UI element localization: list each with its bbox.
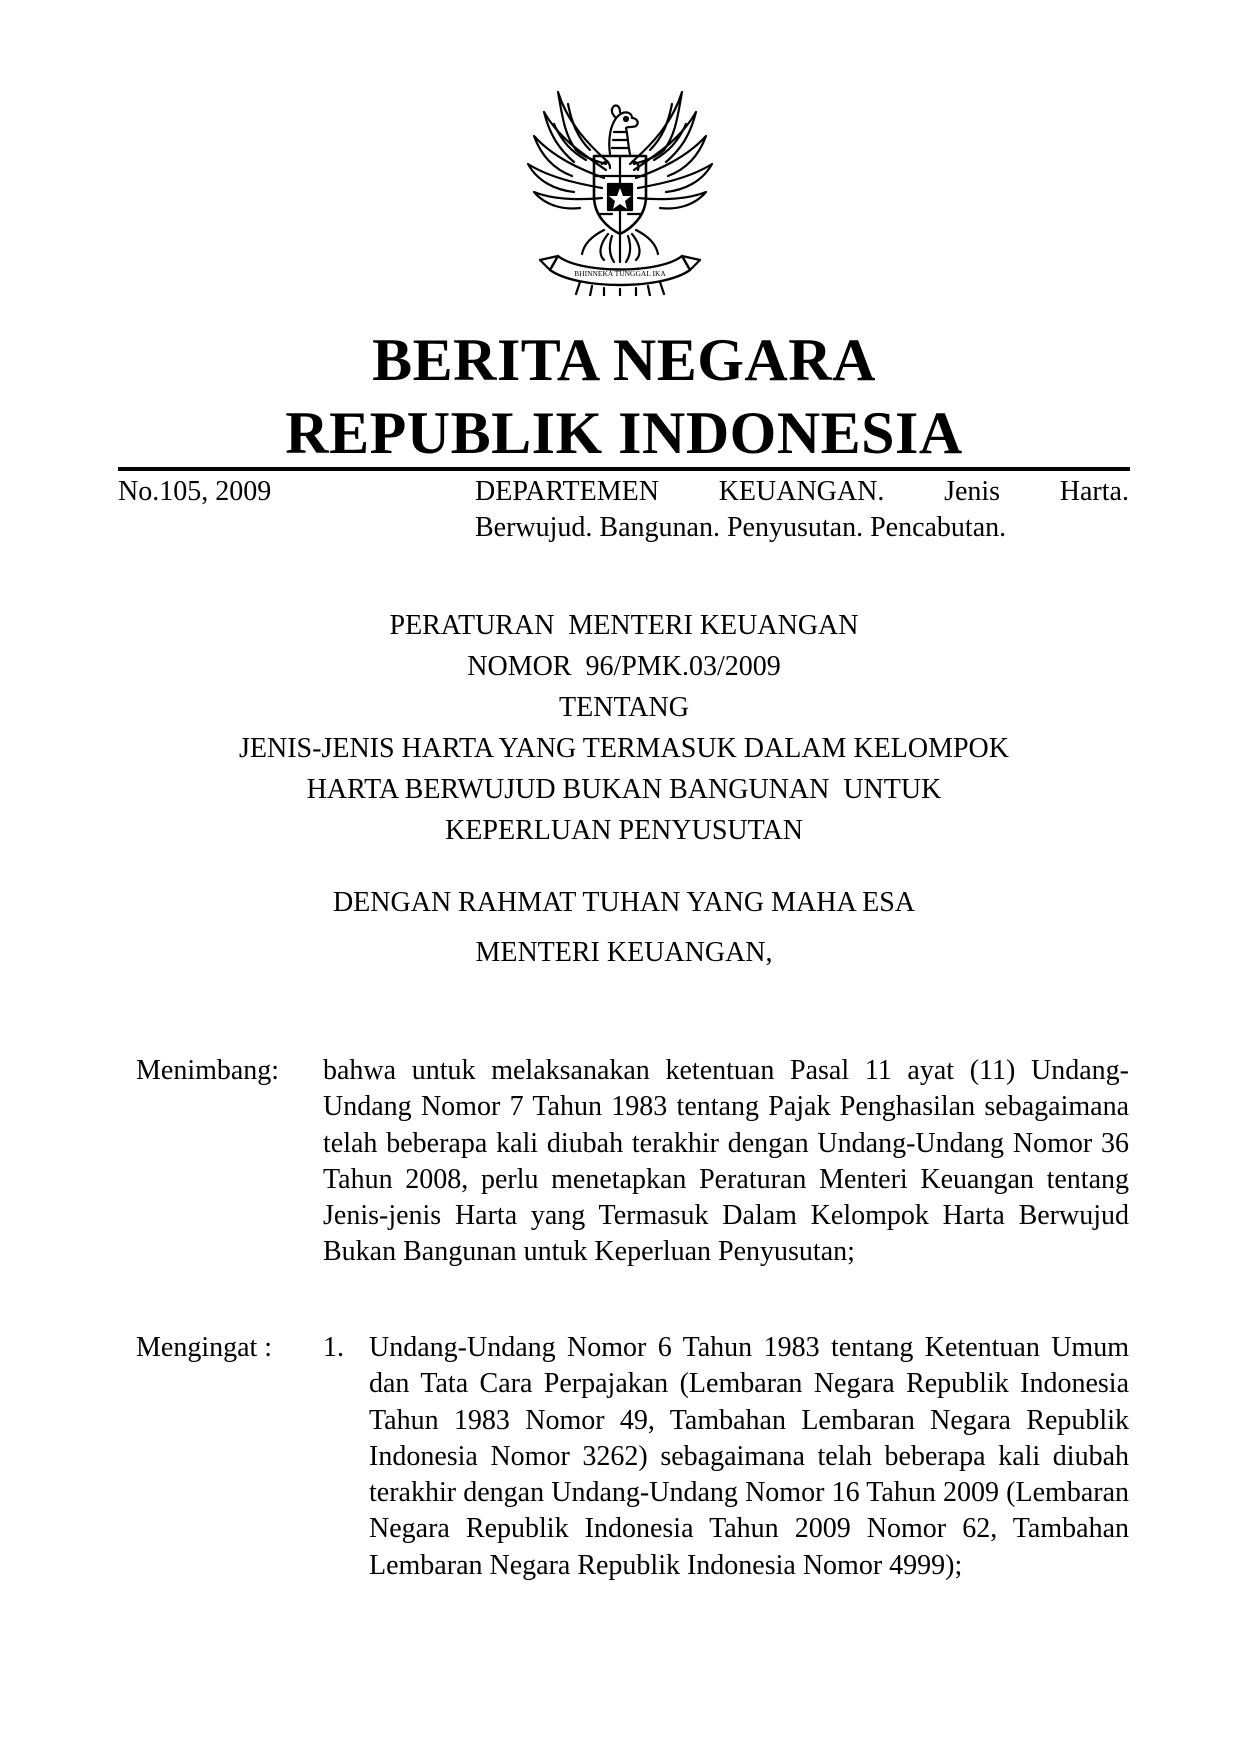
regulation-about: TENTANG bbox=[559, 692, 689, 723]
issue-number: No.105, 2009 bbox=[118, 476, 272, 507]
menimbang-label: Menimbang: bbox=[136, 1055, 280, 1086]
preamble-line2: MENTERI KEUANGAN, bbox=[475, 937, 773, 968]
masthead-title-line1: BERITA NEGARA bbox=[372, 327, 876, 393]
garuda-emblem-icon bbox=[520, 84, 720, 296]
regulation-type: PERATURAN MENTERI KEUANGAN bbox=[389, 610, 859, 641]
issue-subject-line2: Berwujud. Bangunan. Penyusutan. Pencabutan. bbox=[475, 512, 1007, 543]
regulation-title-line2: HARTA BERWUJUD BUKAN BANGUNAN UNTUK bbox=[306, 774, 942, 805]
regulation-heading bbox=[118, 605, 1130, 851]
mengingat-label: Mengingat : bbox=[136, 1332, 273, 1363]
issue-subject-word: KEUANGAN. bbox=[718, 476, 885, 507]
preamble-line1: DENGAN RAHMAT TUHAN YANG MAHA ESA bbox=[332, 887, 916, 918]
issue-subject bbox=[475, 474, 1129, 546]
masthead-divider bbox=[118, 467, 1130, 471]
regulation-number: NOMOR 96/PMK.03/2009 bbox=[467, 651, 781, 682]
issue-subject-line1 bbox=[475, 474, 1129, 510]
mengingat-item-text: Undang-Undang Nomor 6 Tahun 1983 tentang Ketentuan Umum dan Tata Cara Perpajakan (Lembaran Negara Republik Indonesia Tahun 1983 Nomor 49, Tambahan Lembaran Negara Republik Indonesia Nomor 3262) sebagaimana telah beberapa kali diubah terakhir dengan Undang-Undang Nomor 16 Tahun 2009 (Lembaran Negara Republik Indonesia Tahun 2009 Nomor 62, Tambahan Lembaran Negara Republik Indonesia Nomor 4999); bbox=[369, 1332, 1129, 1581]
regulation-title-line3: KEPERLUAN PENYUSUTAN bbox=[445, 815, 803, 846]
issue-subject-word: DEPARTEMEN bbox=[475, 476, 659, 507]
preamble bbox=[118, 878, 1130, 978]
motto-text: BHINNEKA TUNGGAL IKA bbox=[574, 269, 666, 278]
mengingat-item-number: 1. bbox=[323, 1332, 344, 1363]
menimbang-text: bahwa untuk melaksanakan ketentuan Pasal 11 ayat (11) Undang-Undang Nomor 7 Tahun 1983 tentang Pajak Penghasilan sebagaimana telah beberapa kali diubah terakhir dengan Undang-Undang Nomor 36 Tahun 2008, perlu menetapkan Peraturan Menteri Keuangan tentang Jenis-jenis Harta yang Termasuk Dalam Kelompok Harta Berwujud Bukan Bangunan untuk Keperluan Penyusutan; bbox=[323, 1055, 1129, 1268]
issue-subject-word: Harta. bbox=[1059, 476, 1129, 507]
garuda-emblem-svg bbox=[520, 84, 720, 296]
masthead-title-line2: REPUBLIK INDONESIA bbox=[285, 400, 963, 466]
regulation-title-line1: JENIS-JENIS HARTA YANG TERMASUK DALAM KELOMPOK bbox=[239, 733, 1009, 764]
issue-subject-word: Jenis bbox=[944, 476, 1001, 507]
